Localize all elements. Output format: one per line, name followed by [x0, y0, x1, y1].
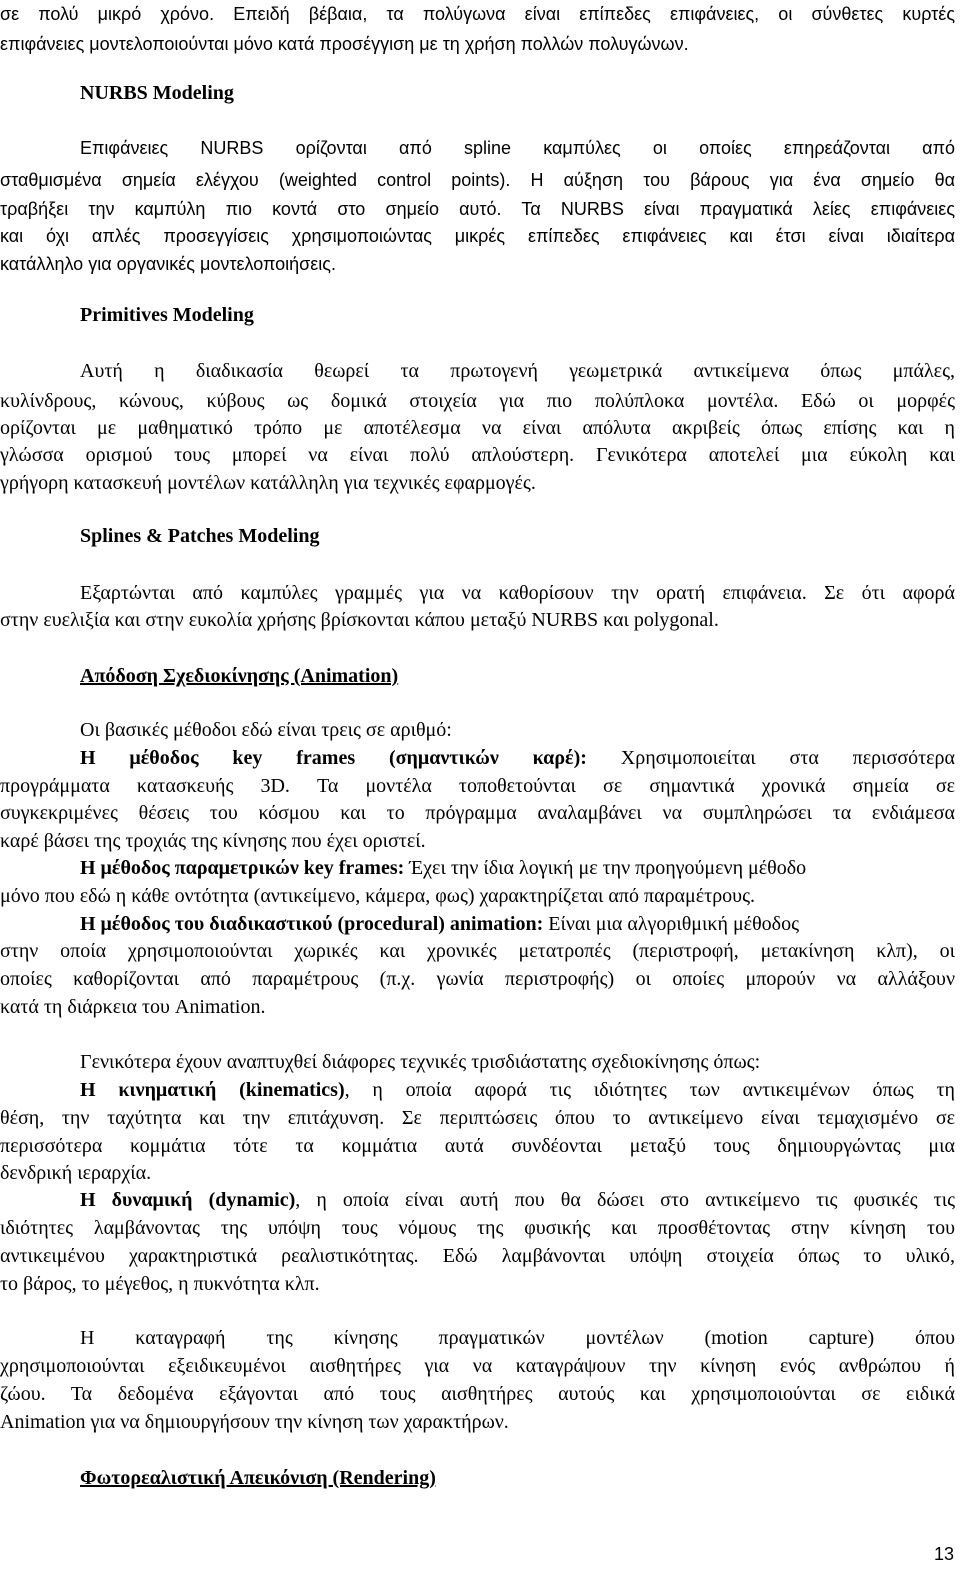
nurbs-line-5: κατάλληλο για οργανικές μοντελοποιήσεις.: [0, 254, 336, 274]
dynamic-title: Η δυναμική (dynamic): [80, 1189, 296, 1211]
method-2-text: Έχει την ίδια λογική με την προηγούμενη μέθοδο: [409, 857, 807, 879]
animation-general: Γενικότερα έχουν αναπτυχθεί διάφορες τεχνικές τρισδιάστατης σχεδιοκίνησης όπως:: [80, 1051, 761, 1073]
nurbs-line-1: Επιφάνειες NURBS ορίζονται από spline καμπύλες οι οποίες επηρεάζονται από: [80, 138, 955, 158]
motion-capture-line-4: Animation για να δημιουργήσουν την κίνηση των χαρακτήρων.: [0, 1411, 509, 1433]
primitives-line-5: γρήγορη κατασκευή μοντέλων κατάλληλη για τεχνικές εφαρμογές.: [0, 472, 536, 494]
primitives-heading: Primitives Modeling: [80, 304, 254, 326]
kinematics-line-2: θέση, την ταχύτητα και την επιτάχυνση. Σε περιπτώσεις όπου το αντικείμενο είναι τεμαχισμένο σε: [0, 1107, 955, 1129]
method-3-line: [80, 913, 960, 936]
motion-capture-line-3: ζώου. Τα δεδομένα εξάγονται από τους αισθητήρες αυτούς και χρησιμοποιούνται σε ειδικά: [0, 1383, 955, 1405]
kinematics-line-4: δενδρική ιεραρχία.: [0, 1162, 152, 1184]
method-1-line-4: καρέ βάσει της τροχιάς της κίνησης που έχει οριστεί.: [0, 830, 426, 852]
dynamic-line-3: αντικειμένου χαρακτηριστικά ρεαλιστικότητας. Εδώ λαμβάνονται υπόψη στοιχεία όπως το υλικό,: [0, 1245, 955, 1267]
primitives-line-2: κυλίνδρους, κώνους, κύβους ως δομικά στοιχεία για πιο πολύπλοκα μοντέλα. Εδώ οι μορφές: [0, 390, 955, 412]
splines-heading: Splines & Patches Modeling: [80, 525, 320, 547]
nurbs-line-3: τραβήξει την καμπύλη πιο κοντά στο σημείο αυτό. Τα NURBS είναι πραγματικά λείες επιφάνειες: [0, 199, 955, 219]
splines-line-2: στην ευελιξία και στην ευκολία χρήσης βρίσκονται κάπου μεταξύ NURBS και polygonal.: [0, 609, 719, 631]
dynamic-line-2: ιδιότητες λαμβάνοντας της υπόψη τους νόμους της φυσικής και προσθέτοντας στην κίνηση του: [0, 1217, 955, 1239]
motion-capture-line-2: χρησιμοποιούνται εξειδικευμένοι αισθητήρες για να καταγράψουν την κίνηση ενός ανθρώπου ή: [0, 1355, 955, 1377]
intro-line-1: σε πολύ μικρό χρόνο. Επειδή βέβαια, τα πολύγωνα είναι επίπεδες επιφάνειες, οι σύνθετες κυρτές: [0, 4, 955, 24]
method-1-line-2: προγράμματα κατασκευής 3D. Τα μοντέλα τοποθετούνται σε σημαντικά χρονικά σημεία σε: [0, 775, 955, 797]
kinematics-text: , η οποία αφορά τις ιδιότητες των αντικειμένων όπως τη: [344, 1079, 955, 1101]
dynamic-line-4: το βάρος, το μέγεθος, η πυκνότητα κλπ.: [0, 1273, 320, 1295]
method-2-line: [80, 857, 960, 880]
nurbs-line-4: και όχι απλές προσεγγίσεις χρησιμοποιώντας μικρές επίπεδες επιφάνειες και έτσι είναι ιδιαίτερα: [0, 226, 955, 246]
animation-heading: Απόδοση Σχεδιοκίνησης (Animation): [80, 665, 399, 687]
intro-line-2: επιφάνειες μοντελοποιούνται μόνο κατά προσέγγιση με τη χρήση πολλών πολυγώνων.: [0, 34, 689, 54]
motion-capture-line-1: Η καταγραφή της κίνησης πραγματικών μοντέλων (motion capture) όπου: [80, 1327, 955, 1349]
method-3-title: Η μέθοδος του διαδικαστικού (procedural) animation:: [80, 913, 544, 935]
method-2-title: Η μέθοδος παραμετρικών key frames:: [80, 857, 405, 879]
method-1-line: [80, 747, 955, 770]
kinematics-line: [80, 1079, 955, 1102]
splines-line-1: Εξαρτώνται από καμπύλες γραμμές για να καθορίσουν την ορατή επιφάνεια. Σε ότι αφορά: [80, 582, 955, 604]
method-2-line-2: μόνο που εδώ η κάθε οντότητα (αντικείμενο, κάμερα, φως) χαρακτηρίζεται από παραμέτρους.: [0, 885, 755, 907]
rendering-heading: Φωτορεαλιστική Απεικόνιση (Rendering): [80, 1467, 436, 1489]
primitives-line-4: γλώσσα ορισμού τους μπορεί να είναι πολύ απλούστερη. Γενικότερα αποτελεί μια εύκολη και: [0, 444, 955, 466]
method-3-line-4: κατά τη διάρκεια του Animation.: [0, 996, 266, 1018]
method-1-line-3: συγκεκριμένες θέσεις του κόσμου και το πρόγραμμα αναλαμβάνει να συμπληρώσει τα ενδιάμεσα: [0, 802, 955, 824]
dynamic-line: [80, 1189, 955, 1212]
method-1-text: Χρησιμοποιείται στα περισσότερα: [620, 747, 955, 769]
method-3-line-3: οποίες καθορίζονται από παραμέτρους (π.χ. γωνία περιστροφής) οι οποίες μπορούν να αλλάξουν: [0, 968, 955, 990]
nurbs-heading: NURBS Modeling: [80, 82, 234, 104]
animation-intro: Οι βασικές μέθοδοι εδώ είναι τρεις σε αριθμό:: [80, 719, 452, 741]
primitives-line-1: Αυτή η διαδικασία θεωρεί τα πρωτογενή γεωμετρικά αντικείμενα όπως μπάλες,: [80, 360, 955, 382]
kinematics-line-3: περισσότερα κομμάτια τότε τα κομμάτια αυτά συνδέονται μεταξύ τους δημιουργώντας μια: [0, 1135, 955, 1157]
method-3-text: Είναι μια αλγοριθμική μέθοδος: [548, 913, 799, 935]
kinematics-title: Η κινηματική (kinematics): [80, 1079, 345, 1101]
method-3-line-2: στην οποία χρησιμοποιούνται χωρικές και χρονικές μετατροπές (περιστροφή, μετακίνηση κλπ), οι: [0, 940, 955, 962]
nurbs-line-2: σταθμισμένα σημεία ελέγχου (weighted control points). Η αύξηση του βάρους για ένα σημείο θα: [0, 170, 955, 190]
primitives-line-3: ορίζονται με μαθηματικό τρόπο με αποτέλεσμα να είναι απόλυτα ακριβείς όπως επίσης και η: [0, 417, 955, 439]
method-1-title: Η μέθοδος key frames (σημαντικών καρέ):: [80, 747, 587, 769]
dynamic-text: , η οποία είναι αυτή που θα δώσει στο αντικείμενο τις φυσικές τις: [295, 1189, 956, 1211]
page-number: 13: [933, 1544, 954, 1564]
